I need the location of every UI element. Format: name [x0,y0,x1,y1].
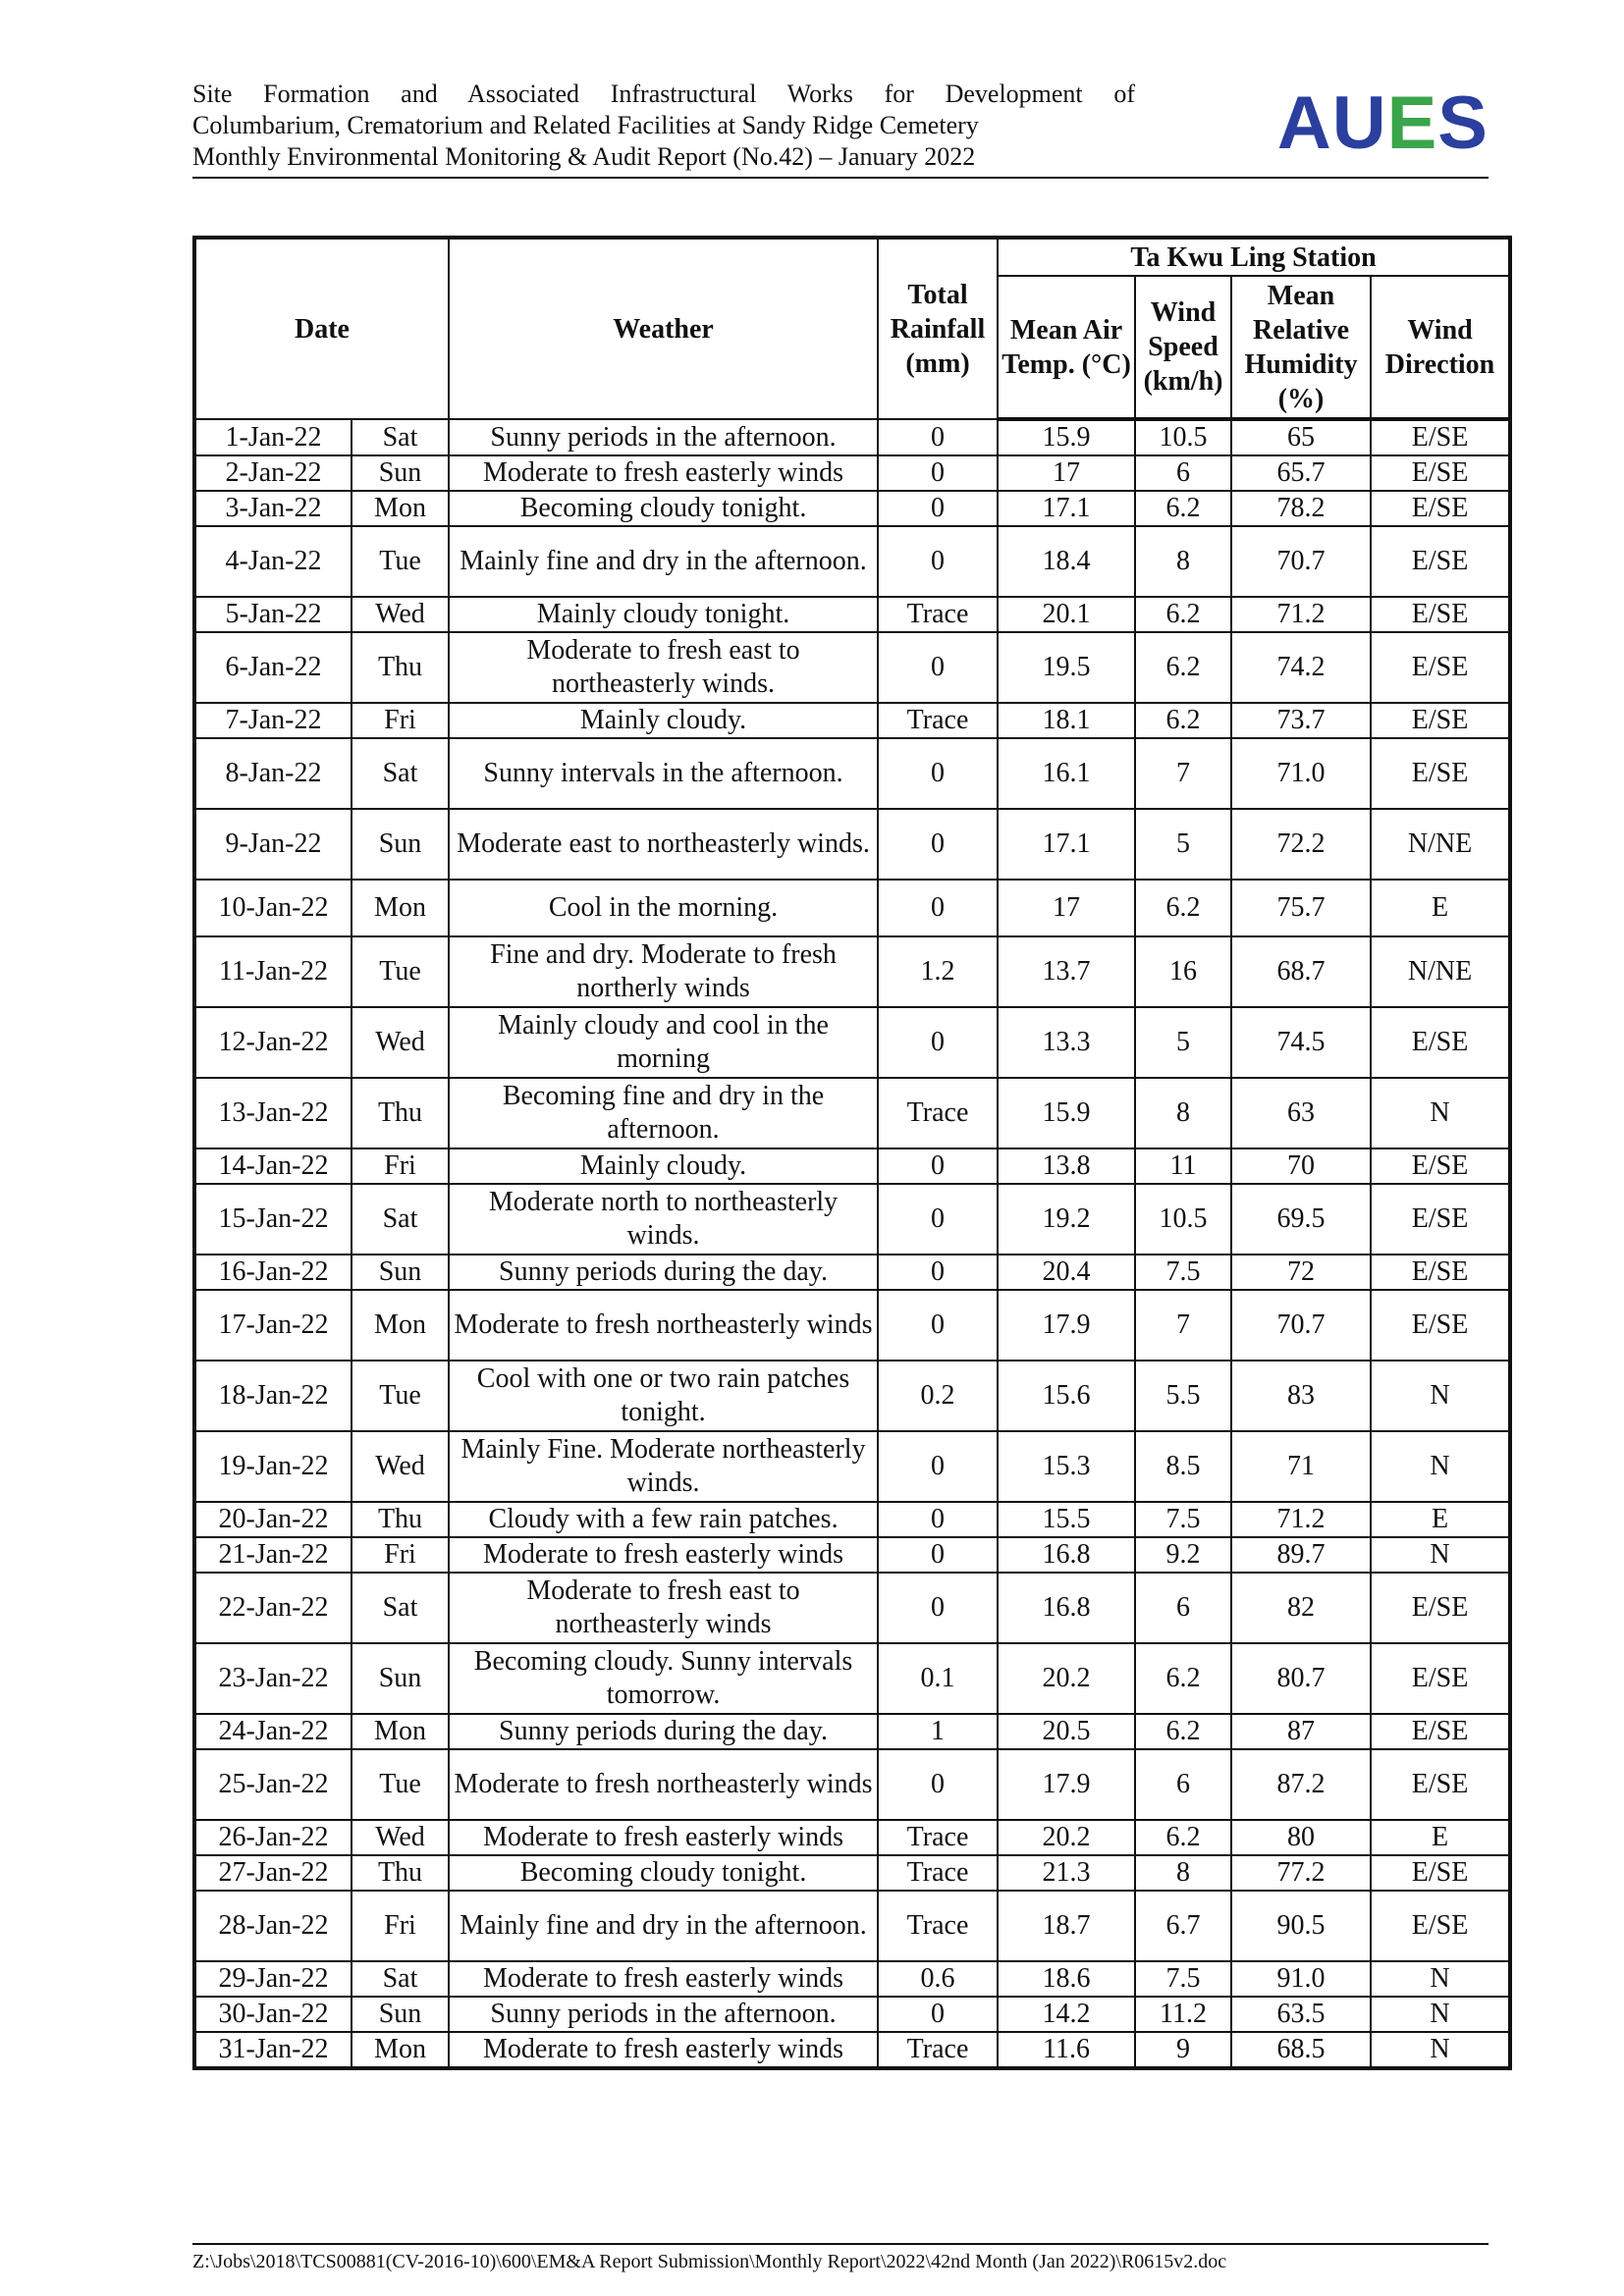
wind-direction-cell: E/SE [1371,1255,1510,1290]
temp-cell: 14.2 [998,1997,1135,2032]
day-cell: Thu [352,1502,449,1537]
temp-cell: 20.1 [998,597,1135,632]
day-cell: Mon [352,2032,449,2068]
wind-speed-cell: 7 [1135,1290,1231,1361]
temp-cell: 15.9 [998,419,1135,455]
day-cell: Sat [352,1961,449,1997]
date-cell: 7-Jan-22 [194,703,352,738]
wind-direction-cell: E/SE [1371,1290,1510,1361]
wind-speed-cell: 11 [1135,1148,1231,1184]
wind-direction-cell: E/SE [1371,419,1510,455]
wind-direction-cell: N [1371,1997,1510,2032]
table-row [194,809,1510,880]
day-cell: Wed [352,1431,449,1502]
weather-cell: Moderate to fresh east to northeasterly winds. [449,632,878,703]
humidity-cell: 63 [1231,1078,1371,1148]
day-cell: Thu [352,1855,449,1891]
table-row [194,1891,1510,1961]
rainfall-cell: Trace [878,1855,998,1891]
table-row [194,1148,1510,1184]
table-row [194,2032,1510,2068]
day-cell: Fri [352,1148,449,1184]
date-cell: 5-Jan-22 [194,597,352,632]
wind-speed-cell: 6.2 [1135,1820,1231,1855]
wind-speed-cell: 6 [1135,1749,1231,1820]
date-cell: 13-Jan-22 [194,1078,352,1148]
wind-speed-cell: 6.2 [1135,597,1231,632]
wind-speed-cell: 6.2 [1135,1643,1231,1714]
wind-direction-cell: E/SE [1371,1573,1510,1643]
wind-speed-cell: 5 [1135,1007,1231,1078]
rainfall-cell: 0 [878,1184,998,1255]
header-divider [192,177,1489,179]
day-cell: Thu [352,632,449,703]
wind-direction-cell: N [1371,1961,1510,1997]
header-station: Ta Kwu Ling Station [998,238,1510,276]
weather-cell: Moderate east to northeasterly winds. [449,809,878,880]
wind-direction-cell: N/NE [1371,936,1510,1007]
wind-speed-cell: 7.5 [1135,1961,1231,1997]
wind-speed-cell: 6.2 [1135,1714,1231,1749]
temp-cell: 21.3 [998,1855,1135,1891]
date-cell: 3-Jan-22 [194,491,352,526]
rainfall-cell: 0 [878,1007,998,1078]
title-line-3: Monthly Environmental Monitoring & Audit Report (No.42) – January 2022 [192,142,976,171]
date-cell: 16-Jan-22 [194,1255,352,1290]
weather-cell: Mainly fine and dry in the afternoon. [449,1891,878,1961]
humidity-cell: 74.2 [1231,632,1371,703]
weather-cell: Becoming cloudy tonight. [449,1855,878,1891]
table-row [194,1820,1510,1855]
wind-direction-cell: E/SE [1371,526,1510,597]
humidity-cell: 72.2 [1231,809,1371,880]
humidity-cell: 89.7 [1231,1537,1371,1573]
weather-cell: Cloudy with a few rain patches. [449,1502,878,1537]
humidity-cell: 69.5 [1231,1184,1371,1255]
wind-direction-cell: N [1371,1537,1510,1573]
humidity-cell: 71.0 [1231,738,1371,809]
date-cell: 30-Jan-22 [194,1997,352,2032]
wind-direction-cell: E/SE [1371,1007,1510,1078]
humidity-cell: 77.2 [1231,1855,1371,1891]
date-cell: 31-Jan-22 [194,2032,352,2068]
date-cell: 4-Jan-22 [194,526,352,597]
date-cell: 21-Jan-22 [194,1537,352,1573]
wind-speed-cell: 8 [1135,1855,1231,1891]
weather-cell: Fine and dry. Moderate to fresh northerly winds [449,936,878,1007]
rainfall-cell: 1 [878,1714,998,1749]
temp-cell: 15.9 [998,1078,1135,1148]
weather-cell: Becoming cloudy tonight. [449,491,878,526]
table-row [194,936,1510,1007]
wind-direction-cell: E/SE [1371,1148,1510,1184]
day-cell: Wed [352,1820,449,1855]
humidity-cell: 72 [1231,1255,1371,1290]
table-row [194,738,1510,809]
header-rainfall: Total Rainfall (mm) [878,238,998,419]
wind-speed-cell: 7.5 [1135,1502,1231,1537]
day-cell: Fri [352,703,449,738]
wind-direction-cell: E [1371,880,1510,936]
rainfall-cell: Trace [878,1078,998,1148]
header-wind-direction: Wind Direction [1371,276,1510,419]
weather-cell: Sunny periods during the day. [449,1255,878,1290]
humidity-cell: 75.7 [1231,880,1371,936]
rainfall-cell: 0 [878,1290,998,1361]
title-line-2: Columbarium, Crematorium and Related Facilities at Sandy Ridge Cemetery [192,111,979,139]
table-row [194,1643,1510,1714]
day-cell: Wed [352,1007,449,1078]
table-row [194,419,1510,455]
table-row [194,1431,1510,1502]
weather-cell: Mainly cloudy tonight. [449,597,878,632]
humidity-cell: 65 [1231,419,1371,455]
temp-cell: 15.3 [998,1431,1135,1502]
table-row [194,1573,1510,1643]
table-row [194,632,1510,703]
humidity-cell: 91.0 [1231,1961,1371,1997]
humidity-cell: 78.2 [1231,491,1371,526]
wind-speed-cell: 8 [1135,1078,1231,1148]
wind-direction-cell: N [1371,2032,1510,2068]
humidity-cell: 68.5 [1231,2032,1371,2068]
rainfall-cell: 0 [878,1573,998,1643]
date-cell: 15-Jan-22 [194,1184,352,1255]
weather-cell: Cool with one or two rain patches tonight. [449,1361,878,1431]
table-row [194,491,1510,526]
header-weather: Weather [449,238,878,419]
wind-speed-cell: 6 [1135,455,1231,491]
rainfall-cell: 0 [878,809,998,880]
humidity-cell: 68.7 [1231,936,1371,1007]
date-cell: 20-Jan-22 [194,1502,352,1537]
humidity-cell: 80 [1231,1820,1371,1855]
day-cell: Sun [352,455,449,491]
wind-direction-cell: E/SE [1371,491,1510,526]
date-cell: 26-Jan-22 [194,1820,352,1855]
wind-speed-cell: 6.2 [1135,491,1231,526]
wind-speed-cell: 9 [1135,2032,1231,2068]
date-cell: 19-Jan-22 [194,1431,352,1502]
day-cell: Sun [352,1997,449,2032]
header-wind-speed: Wind Speed (km/h) [1135,276,1231,419]
table-row [194,880,1510,936]
wind-direction-cell: E/SE [1371,1749,1510,1820]
day-cell: Tue [352,1361,449,1431]
date-cell: 10-Jan-22 [194,880,352,936]
temp-cell: 17.1 [998,809,1135,880]
wind-speed-cell: 6.2 [1135,703,1231,738]
wind-direction-cell: E/SE [1371,1643,1510,1714]
temp-cell: 17.1 [998,491,1135,526]
temp-cell: 13.7 [998,936,1135,1007]
day-cell: Thu [352,1078,449,1148]
temp-cell: 13.8 [998,1148,1135,1184]
wind-direction-cell: N [1371,1078,1510,1148]
humidity-cell: 80.7 [1231,1643,1371,1714]
table-row [194,1361,1510,1431]
wind-speed-cell: 6 [1135,1573,1231,1643]
rainfall-cell: 0 [878,455,998,491]
day-cell: Sat [352,1573,449,1643]
weather-cell: Moderate to fresh easterly winds [449,1820,878,1855]
wind-direction-cell: E/SE [1371,1714,1510,1749]
weather-cell: Moderate to fresh east to northeasterly winds [449,1573,878,1643]
rainfall-cell: 0 [878,1148,998,1184]
wind-direction-cell: E [1371,1820,1510,1855]
rainfall-cell: Trace [878,2032,998,2068]
day-cell: Sat [352,738,449,809]
day-cell: Mon [352,491,449,526]
rainfall-cell: 0.1 [878,1643,998,1714]
wind-direction-cell: N/NE [1371,809,1510,880]
date-cell: 24-Jan-22 [194,1714,352,1749]
weather-cell: Moderate to fresh easterly winds [449,455,878,491]
table-row [194,455,1510,491]
date-cell: 22-Jan-22 [194,1573,352,1643]
table-row [194,1290,1510,1361]
date-cell: 14-Jan-22 [194,1148,352,1184]
date-cell: 1-Jan-22 [194,419,352,455]
table-row [194,1749,1510,1820]
temp-cell: 18.6 [998,1961,1135,1997]
temp-cell: 18.1 [998,703,1135,738]
header-date: Date [194,238,449,419]
wind-speed-cell: 7.5 [1135,1255,1231,1290]
day-cell: Tue [352,1749,449,1820]
header-temp: Mean Air Temp. (°C) [998,276,1135,419]
temp-cell: 15.6 [998,1361,1135,1431]
wind-direction-cell: E/SE [1371,738,1510,809]
table-row [194,1714,1510,1749]
rainfall-cell: 0 [878,1537,998,1573]
rainfall-cell: 0 [878,1431,998,1502]
wind-speed-cell: 6.7 [1135,1891,1231,1961]
table-row [194,1255,1510,1290]
weather-cell: Mainly cloudy and cool in the morning [449,1007,878,1078]
wind-speed-cell: 8.5 [1135,1431,1231,1502]
date-cell: 8-Jan-22 [194,738,352,809]
title-line-1: Site Formation and Associated Infrastructural Works for Development of [192,80,1135,108]
date-cell: 28-Jan-22 [194,1891,352,1961]
rainfall-cell: 0 [878,1749,998,1820]
humidity-cell: 82 [1231,1573,1371,1643]
day-cell: Tue [352,936,449,1007]
day-cell: Fri [352,1891,449,1961]
temp-cell: 11.6 [998,2032,1135,2068]
temp-cell: 18.7 [998,1891,1135,1961]
humidity-cell: 71 [1231,1431,1371,1502]
date-cell: 29-Jan-22 [194,1961,352,1997]
wind-direction-cell: E/SE [1371,632,1510,703]
wind-direction-cell: N [1371,1361,1510,1431]
day-cell: Mon [352,880,449,936]
wind-speed-cell: 10.5 [1135,419,1231,455]
table-row [194,1007,1510,1078]
humidity-cell: 63.5 [1231,1997,1371,2032]
date-cell: 12-Jan-22 [194,1007,352,1078]
rainfall-cell: Trace [878,703,998,738]
wind-speed-cell: 10.5 [1135,1184,1231,1255]
rainfall-cell: 0 [878,491,998,526]
wind-speed-cell: 6.2 [1135,880,1231,936]
wind-direction-cell: E/SE [1371,1855,1510,1891]
footer-divider [192,2243,1489,2245]
day-cell: Mon [352,1714,449,1749]
temp-cell: 20.2 [998,1643,1135,1714]
day-cell: Sun [352,1255,449,1290]
temp-cell: 20.5 [998,1714,1135,1749]
temp-cell: 20.4 [998,1255,1135,1290]
weather-cell: Cool in the morning. [449,880,878,936]
weather-cell: Sunny periods in the afternoon. [449,419,878,455]
temp-cell: 17.9 [998,1749,1135,1820]
rainfall-cell: 0 [878,419,998,455]
date-cell: 27-Jan-22 [194,1855,352,1891]
header-humidity: Mean Relative Humidity (%) [1231,276,1371,419]
weather-cell: Moderate to fresh northeasterly winds [449,1290,878,1361]
weather-cell: Moderate to fresh easterly winds [449,1537,878,1573]
weather-cell: Mainly fine and dry in the afternoon. [449,526,878,597]
wind-direction-cell: N [1371,1431,1510,1502]
rainfall-cell: 0.6 [878,1961,998,1997]
table-row [194,1997,1510,2032]
table-row [194,597,1510,632]
wind-speed-cell: 5.5 [1135,1361,1231,1431]
weather-table-body [194,419,1510,2068]
day-cell: Fri [352,1537,449,1573]
table-row [194,703,1510,738]
humidity-cell: 70 [1231,1148,1371,1184]
day-cell: Tue [352,526,449,597]
aues-logo: AUES [1276,81,1489,165]
wind-direction-cell: E/SE [1371,703,1510,738]
file-path-footer: Z:\Jobs\2018\TCS00881(CV-2016-10)\600\EM&A Report Submission\Monthly Report\2022\42nd Month (Jan 2022)\R0615v2.doc [192,2251,1227,2272]
date-cell: 18-Jan-22 [194,1361,352,1431]
humidity-cell: 70.7 [1231,1290,1371,1361]
wind-speed-cell: 16 [1135,936,1231,1007]
day-cell: Wed [352,597,449,632]
weather-cell: Mainly Fine. Moderate northeasterly winds. [449,1431,878,1502]
rainfall-cell: 1.2 [878,936,998,1007]
wind-direction-cell: E/SE [1371,1891,1510,1961]
humidity-cell: 87 [1231,1714,1371,1749]
weather-cell: Mainly cloudy. [449,1148,878,1184]
rainfall-cell: 0 [878,1255,998,1290]
rainfall-cell: 0 [878,526,998,597]
weather-cell: Moderate to fresh easterly winds [449,2032,878,2068]
wind-direction-cell: E/SE [1371,455,1510,491]
wind-speed-cell: 11.2 [1135,1997,1231,2032]
report-title [192,79,1135,173]
day-cell: Sat [352,419,449,455]
table-row [194,526,1510,597]
table-row [194,1961,1510,1997]
humidity-cell: 71.2 [1231,1502,1371,1537]
temp-cell: 19.5 [998,632,1135,703]
weather-table [192,236,1512,2070]
wind-speed-cell: 9.2 [1135,1537,1231,1573]
date-cell: 2-Jan-22 [194,455,352,491]
table-row [194,1537,1510,1573]
humidity-cell: 73.7 [1231,703,1371,738]
weather-cell: Mainly cloudy. [449,703,878,738]
weather-cell: Sunny intervals in the afternoon. [449,738,878,809]
date-cell: 23-Jan-22 [194,1643,352,1714]
weather-cell: Moderate to fresh easterly winds [449,1961,878,1997]
weather-cell: Moderate to fresh northeasterly winds [449,1749,878,1820]
wind-speed-cell: 5 [1135,809,1231,880]
day-cell: Sun [352,1643,449,1714]
wind-speed-cell: 7 [1135,738,1231,809]
table-row [194,1184,1510,1255]
wind-direction-cell: E [1371,1502,1510,1537]
humidity-cell: 74.5 [1231,1007,1371,1078]
temp-cell: 16.1 [998,738,1135,809]
date-cell: 25-Jan-22 [194,1749,352,1820]
rainfall-cell: Trace [878,1820,998,1855]
humidity-cell: 71.2 [1231,597,1371,632]
temp-cell: 16.8 [998,1573,1135,1643]
weather-cell: Sunny periods during the day. [449,1714,878,1749]
weather-cell: Becoming cloudy. Sunny intervals tomorrow. [449,1643,878,1714]
weather-cell: Becoming fine and dry in the afternoon. [449,1078,878,1148]
rainfall-cell: Trace [878,1891,998,1961]
rainfall-cell: 0 [878,1502,998,1537]
temp-cell: 13.3 [998,1007,1135,1078]
table-row [194,1855,1510,1891]
rainfall-cell: 0 [878,880,998,936]
day-cell: Mon [352,1290,449,1361]
date-cell: 6-Jan-22 [194,632,352,703]
weather-cell: Sunny periods in the afternoon. [449,1997,878,2032]
day-cell: Sun [352,809,449,880]
rainfall-cell: 0 [878,632,998,703]
date-cell: 17-Jan-22 [194,1290,352,1361]
temp-cell: 20.2 [998,1820,1135,1855]
humidity-cell: 87.2 [1231,1749,1371,1820]
rainfall-cell: Trace [878,597,998,632]
weather-cell: Moderate north to northeasterly winds. [449,1184,878,1255]
rainfall-cell: 0.2 [878,1361,998,1431]
temp-cell: 17 [998,880,1135,936]
temp-cell: 16.8 [998,1537,1135,1573]
humidity-cell: 90.5 [1231,1891,1371,1961]
day-cell: Sat [352,1184,449,1255]
wind-speed-cell: 8 [1135,526,1231,597]
table-row [194,1078,1510,1148]
temp-cell: 18.4 [998,526,1135,597]
temp-cell: 17 [998,455,1135,491]
wind-direction-cell: E/SE [1371,597,1510,632]
temp-cell: 17.9 [998,1290,1135,1361]
rainfall-cell: 0 [878,738,998,809]
humidity-cell: 83 [1231,1361,1371,1431]
temp-cell: 15.5 [998,1502,1135,1537]
date-cell: 9-Jan-22 [194,809,352,880]
date-cell: 11-Jan-22 [194,936,352,1007]
rainfall-cell: 0 [878,1997,998,2032]
table-row [194,1502,1510,1537]
wind-direction-cell: E/SE [1371,1184,1510,1255]
wind-speed-cell: 6.2 [1135,632,1231,703]
humidity-cell: 65.7 [1231,455,1371,491]
humidity-cell: 70.7 [1231,526,1371,597]
temp-cell: 19.2 [998,1184,1135,1255]
